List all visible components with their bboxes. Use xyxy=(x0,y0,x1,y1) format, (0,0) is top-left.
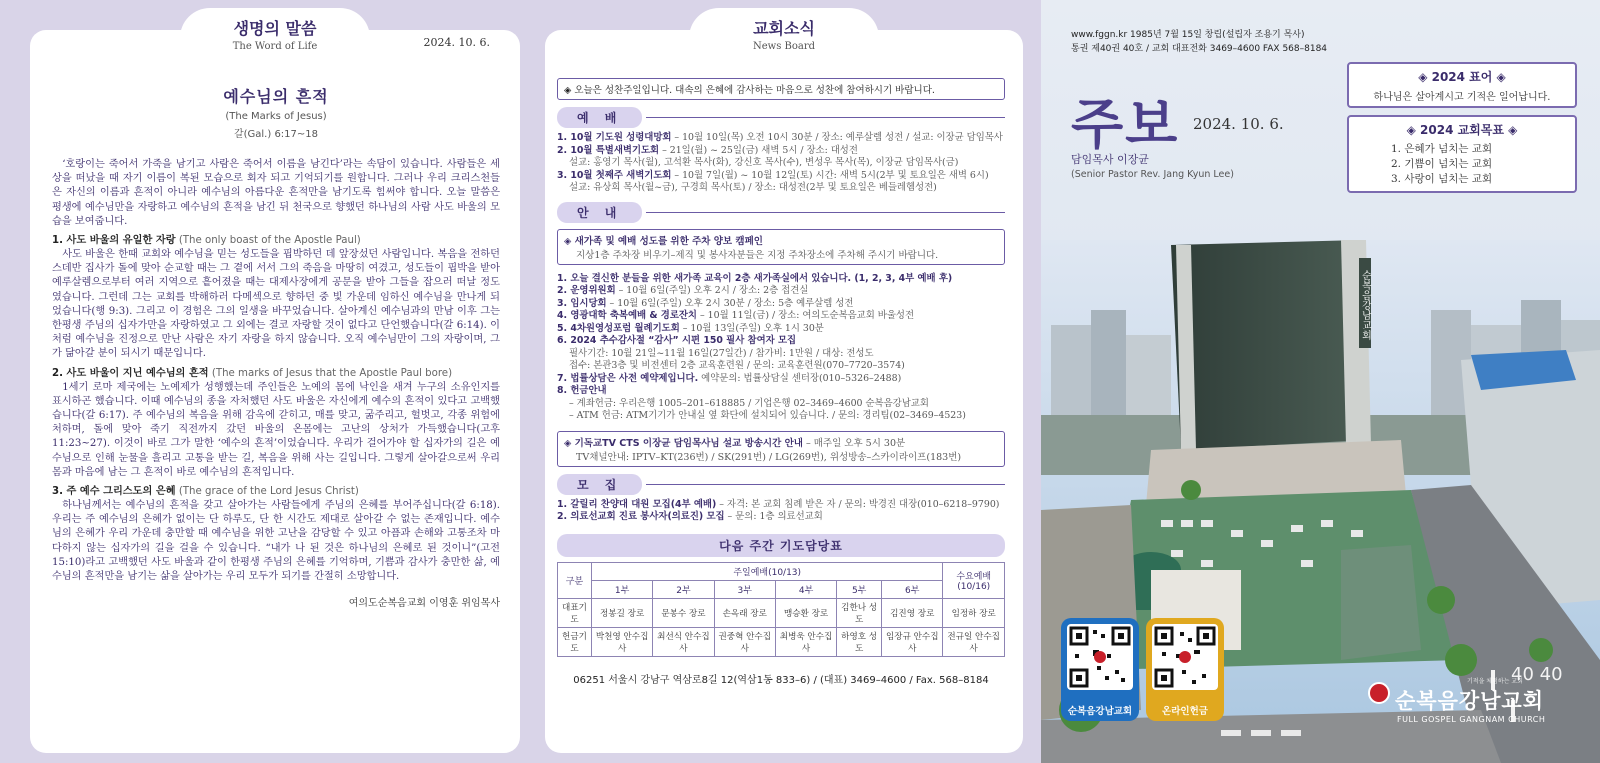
goal-item: 2. 기쁨이 넘치는 교회 xyxy=(1391,158,1493,170)
list-item-title: 7. 법률상담은 사전 예약제입니다. xyxy=(557,372,699,384)
cover-info xyxy=(1071,28,1327,56)
list-item-detail: – 10월 11일(금) / 장소: 여의도순복음교회 바울성전 xyxy=(697,310,914,321)
logo-name-en: FULL GOSPEL GANGNAM CHURCH xyxy=(1397,715,1546,724)
list-item-detail: – 21일(월) ~ 25일(금) 새벽 5시 / 장소: 대성전 xyxy=(659,144,858,156)
goals-heading: ◈ 2024 교회목표 ◈ xyxy=(1406,123,1518,137)
cover-date: 2024. 10. 6. xyxy=(1193,115,1284,133)
list-item: 설교: 홍영기 목사(월), 고석환 목사(화), 강신호 목사(수), 변성우 목사(목), 이장균 담임목사(금) xyxy=(569,157,959,168)
list-item xyxy=(557,170,1005,183)
sermon-tab xyxy=(180,8,370,66)
tv-broadcast-time: – 매주일 오후 5시 30분 xyxy=(802,437,906,449)
goal-item: 3. 사랑이 넘치는 교회 xyxy=(1391,173,1493,185)
qr-code-church[interactable] xyxy=(1067,624,1133,690)
prayer-schedule-title: 다음 주간 기도담당표 xyxy=(557,534,1005,557)
sermon-tab-title: 생명의 말씀 xyxy=(233,19,317,38)
sermon-section-title: 1. 사도 바울의 유일한 자랑 xyxy=(52,235,176,247)
pastor-name-en: (Senior Pastor Rev. Jang Kyun Lee) xyxy=(1071,169,1234,180)
table-cell: 권중혁 안수집사 xyxy=(714,627,775,656)
building-sign-text: 순복음강남교회 xyxy=(1359,270,1371,340)
list-item-detail: 예약문의: 법률상담실 센터장(010–5326–2488) xyxy=(698,372,902,384)
list-item xyxy=(557,373,1005,386)
table-cell: 정봉길 장로 xyxy=(591,598,652,627)
table-row xyxy=(558,627,1005,656)
worship-label: 예 배 xyxy=(557,107,642,128)
goals-box xyxy=(1347,115,1577,193)
table-corner: 구분 xyxy=(558,562,592,598)
list-item-title: 6. 2024 추수감사절 “감사” 시편 150 필사 참여자 모집 xyxy=(557,335,797,346)
table-cell: 최병욱 안수집사 xyxy=(775,627,836,656)
recruit-section-header xyxy=(557,474,1005,495)
sermon-section-title: 2. 사도 바울이 지닌 예수님의 흔적 xyxy=(52,367,209,379)
news-tab-subtitle: News Board xyxy=(752,41,816,52)
qr-code-offering[interactable] xyxy=(1152,624,1218,690)
sermon-section-text: 1세기 로마 제국에는 노예제가 성행했는데 주인들은 노예의 몸에 낙인을 새겨 누구의 소유인지를 표시하곤 했습니다. 이때 예수님의 종을 자처했던 사도 바울은 자신에게 예수의 흔적이 있다고 고백했습니다(갈 6:17). 주 예수님의 복음을 위해 감옥에 갇히고, 매를 맞고, 굶주리고, 헐벗고, 각종 위험에 처하며, 돌에 맞아 죽기 직전까지 갔던 바울의 온몸에는 고난의 상처가 가득했습니다(고후 11:23~27). 이것이 바로 그가 말한 ‘예수의 흔적’이었습니다. 우리가 걸어가야 할 십자가의 길은 예수님으로 인해 눈물을 흘리고 고통을 받는 길, 복음을 위해 사는 길입니다. 그렇게 살아갈으로써 우리 몸과 마음에 남는 그 흔적이 바로 예수님의 흔적입니다. xyxy=(52,381,500,478)
list-item xyxy=(557,335,1005,348)
list-item-title: 1. 10월 기도원 성령대망회 xyxy=(557,132,672,143)
list-item-title: 1. 갈릴리 찬양대 대원 모집(4부 예배) xyxy=(557,498,717,510)
sermon-date: 2024. 10. 6. xyxy=(423,36,490,49)
table-cell: 최선식 안수집사 xyxy=(653,627,714,656)
church-logo xyxy=(1367,676,1545,724)
sermon-section-title-en: (The marks of Jesus that the Apostle Paul bore) xyxy=(211,367,453,379)
table-cell: 김진영 장로 xyxy=(882,598,943,627)
sermon-author: 여의도순복음교회 이영훈 위임목사 xyxy=(348,598,500,610)
bulletin-cover xyxy=(1041,0,1600,763)
list-item-title: 8. 헌금안내 xyxy=(557,385,607,396)
qr-offering-card[interactable] xyxy=(1146,618,1224,721)
wednesday-header: 수요예배 (10/16) xyxy=(943,562,1005,598)
list-item-title: 4. 영광대학 축복예배 & 경로잔치 xyxy=(557,310,697,321)
news-tab xyxy=(689,8,879,66)
list-item: – ATM 헌금: ATM기기가 안내실 옆 화단에 설치되어 있습니다. / 문의: 경리팀(02–3469–4523) xyxy=(569,410,966,421)
sermon-section-heading xyxy=(52,234,500,248)
table-column-header: 2부 xyxy=(653,580,714,598)
list-item-title: 1. 오늘 결신한 분들을 위한 새가족 교육이 2층 새가족실에서 있습니다. (1, 2, 3, 4부 예배 후) xyxy=(557,272,953,284)
sermon-section-title-en: (The grace of the Lord Jesus Christ) xyxy=(178,486,359,498)
table-cell: 임정하 장로 xyxy=(943,598,1005,627)
sermon-section-title: 3. 주 예수 그리스도의 은혜 xyxy=(52,486,176,498)
list-item-title: 2. 운영위원회 xyxy=(557,285,616,296)
list-item xyxy=(557,323,1005,336)
list-item xyxy=(557,285,1005,298)
list-item-title: 2. 의료선교회 진료 봉사자(의료진) 모집 xyxy=(557,511,725,522)
cover-title: 주보 xyxy=(1071,93,1180,156)
table-cell: 하영호 성도 xyxy=(837,627,882,656)
goal-item: 1. 은혜가 넘치는 교회 xyxy=(1391,143,1493,155)
list-item xyxy=(557,132,1005,145)
tv-broadcast-box xyxy=(557,431,1005,467)
table-column-header: 5부 xyxy=(837,580,882,598)
parking-campaign-box xyxy=(557,229,1005,265)
news-panel xyxy=(545,19,1023,753)
tv-channel-text: TV채널안내: IPTV–KT(236번) / SK(291번) / LG(269번), 위성방송–스카이라이프(183번) xyxy=(576,451,962,463)
sunday-header: 주일예배(10/13) xyxy=(591,562,942,580)
list-item: 필사기간: 10월 21일~11월 16일(27일간) / 참가비: 1만원 / 대상: 전성도 xyxy=(569,347,874,359)
sermon-panel xyxy=(30,19,520,753)
sermon-section-text: 사도 바울은 한때 교회와 예수님을 믿는 성도들을 핍박하던 데 앞장섰던 사람입니다. 복음을 전하던 스데반 집사가 돌에 맞아 순교할 때는 그 곁에 서서 그의 죽음을 마땅히 여겼고, 성도들이 핍박을 받아 예루살렘으로부터 여러 지역으로 흩어졌을 때는 대제사장에게 공문을 받아 그들을 잡으러 떠날 정도였습니다. 그런데 그는 교회를 박해하러 다메섹으로 향하던 중 빛 가운데 임하신 예수님을 만나게 되었습니다(행 9:3). 그리고 이 경험은 그의 일생을 바꾸었습니다. 살아계신 예수님과의 만남 이후 그는 한평생 주님의 십자가만을 자랑하였고 그 외에는 결코 자랑할 것이 없다고 단언했습니다(갈 6:14). 이처럼 예수님을 진정으로 만난 사람은 자기 자랑을 하지 않습니다. 오직 예수님만이 그의 자랑이며, 그가 닮아갈 분이 되시기 때문입니다. xyxy=(52,249,500,360)
worship-list xyxy=(557,132,1005,195)
announce-label: 안 내 xyxy=(557,202,642,223)
list-item-title: 3. 임시당회 xyxy=(557,297,607,309)
parking-campaign-text: 지상1층 주차장 비우기–제직 및 봉사자분들은 지정 주차장소에 주차해 주시기 바랍니다. xyxy=(576,249,939,261)
logo-name: 순복음강남교회 xyxy=(1395,689,1545,713)
table-cell: 박천영 안수집사 xyxy=(591,627,652,656)
pastor-name: 담임목사 이장균 xyxy=(1071,153,1149,166)
list-item xyxy=(557,145,1005,158)
announce-section-header xyxy=(557,202,1005,223)
table-column-header: 6부 xyxy=(882,580,943,598)
cover-info-line1: www.fggn.kr 1985년 7월 15일 창립(설립자 조용기 목사) xyxy=(1071,30,1305,40)
list-item-detail: – 자격: 본 교회 침례 받은 자 / 문의: 박경진 대장(010–6218–9790) xyxy=(716,498,1000,510)
sermon-section-heading xyxy=(52,367,500,381)
list-item-detail: – 10월 13일(주일) 오후 1시 30분 xyxy=(679,322,824,334)
list-item: 접수: 본관3층 및 비전센터 2층 교육훈련원 / 문의: 교육훈련원(070–7720–3574) xyxy=(569,360,905,371)
cover-info-line2: 통권 제40권 40호 / 교회 대표전화 3469–4600 FAX 568–8184 xyxy=(1071,44,1328,54)
list-item-detail: – 10월 10일(목) 오전 10시 30분 / 장소: 예루살렘 성전 / 설교: 이장균 담임목사 xyxy=(671,132,1003,143)
worship-section-header xyxy=(557,107,1005,128)
list-item: – 계좌헌금: 우리은행 1005–201–618885 / 기업은행 02–3469–4600 순복음강남교회 xyxy=(569,397,929,409)
parking-campaign-title: ◈ 새가족 및 예배 성도를 위한 주차 양보 캠페인 xyxy=(564,235,763,247)
list-item-title: 3. 10월 첫째주 새벽기도회 xyxy=(557,169,672,181)
list-item-title: 2. 10월 특별새벽기도회 xyxy=(557,144,660,156)
list-item xyxy=(557,511,1005,524)
table-cell: 김한나 성도 xyxy=(837,598,882,627)
list-item xyxy=(557,298,1005,311)
list-item-detail: – 문의: 1층 의료선교회 xyxy=(724,511,823,522)
table-row-label: 헌금기도 xyxy=(558,627,592,656)
logo-tagline: 기적을 체험하는 교회 xyxy=(1467,678,1523,685)
announce-list xyxy=(557,273,1005,423)
recruit-list xyxy=(557,499,1005,524)
list-item-detail: – 10월 7일(월) ~ 10월 12일(토) 시간: 새벽 5시(2부 및 토요일은 새벽 6시) xyxy=(671,169,989,181)
top-notice: ◈ 오늘은 성찬주일입니다. 대속의 은혜에 감사하는 마음으로 성찬에 참여하시기 바랍니다. xyxy=(557,78,1005,100)
motto-text: 하나님은 살아계시고 기적은 일어납니다. xyxy=(1373,92,1551,103)
table-cell: 임장규 안수집사 xyxy=(882,627,943,656)
motto-heading: ◈ 2024 표어 ◈ xyxy=(1418,70,1506,84)
table-column-header: 1부 xyxy=(591,580,652,598)
news-tab-title: 교회소식 xyxy=(753,19,815,38)
list-item xyxy=(557,499,1005,512)
sermon-intro: ‘호랑이는 죽어서 가죽을 남기고 사람은 죽어서 이름을 남긴다’라는 속담이 있습니다. 사람들은 세상을 떠났을 때 자기 이름이 복된 모습으로 회자 되고 기억되기를 원합니다. 그러나 우리 크리스천들은 자신의 이름과 흔적이 아니라 예수님의 아름다운 흔적만을 남기도록 힘써야 합니다. 오늘 말씀은 평생에 예수님만을 자랑하고 예수님의 흔적을 남긴 뒤 천국으로 향했던 하나님의 사람 사도 바울의 모습을 보여줍니다. xyxy=(52,159,500,227)
table-cell: 맹승환 장로 xyxy=(775,598,836,627)
table-cell: 전규일 안수집사 xyxy=(943,627,1005,656)
sermon-title-en: (The Marks of Jesus) xyxy=(225,111,327,122)
list-item-title: 5. 4차원영성포럼 월례기도회 xyxy=(557,322,680,334)
recruit-label: 모 집 xyxy=(557,474,642,495)
qr-church-label: 순복음강남교회 xyxy=(1067,706,1133,717)
sermon-section-title-en: (The only boast of the Apostle Paul) xyxy=(178,235,361,247)
table-row xyxy=(558,598,1005,627)
road-marking: 40 40 xyxy=(1511,664,1563,685)
goals-list xyxy=(1349,142,1575,187)
cover-pastor xyxy=(1071,152,1234,182)
church-address: 06251 서울시 강남구 역삼로8길 12(역삼1동 833–6) / (대표) 3469–4600 / Fax. 568–8184 xyxy=(573,674,989,686)
table-cell: 손옥래 장로 xyxy=(714,598,775,627)
list-item xyxy=(557,310,1005,323)
list-item-detail: – 10월 6일(주일) 오후 2시 30분 / 장소: 5층 예루살렘 성전 xyxy=(606,297,854,309)
prayer-schedule-table xyxy=(557,562,1005,657)
sermon-section-heading xyxy=(52,485,500,499)
list-item: 설교: 유상희 목사(월~금), 구경희 목사(토) / 장소: 대성전(2부 및 토요일은 베들레헴성전) xyxy=(569,182,937,193)
list-item xyxy=(557,273,1005,286)
scripture-reference: 갈(Gal.) 6:17~18 xyxy=(233,129,319,140)
tv-broadcast-title: ◈ 기독교TV CTS 이장균 담임목사님 설교 방송시간 안내 xyxy=(564,437,803,449)
sermon-section-text: 하나님께서는 예수님의 흔적을 갖고 살아가는 사람들에게 주님의 은혜를 부어주십니다(갈 6:18). 우리는 주 예수님의 은혜가 없이는 단 하루도, 단 한 시간도 제대로 살아갈 수 없는 존재입니다. 예수님의 은혜가 우리 가운데 충만할 때 예수님을 위한 고난을 감당할 수 있고 아픔과 손해와 고통조차 마다하지 않는 십자가의 길을 걸을 수 있습니다. “내가 나 된 것은 하나님의 은혜로 된 것이니”(고전 15:10)라고 고백했던 사도 바울과 같이 한평생 주님의 은혜를 기억하며, 기쁨과 감사가 충만한 삶, 예수님의 흔적만을 남기는 삶을 살아가는 우리 모두가 되기를 간절히 소망합니다. xyxy=(52,500,500,583)
motto-box xyxy=(1347,62,1577,108)
qr-church-card[interactable] xyxy=(1061,618,1139,721)
table-cell: 문봉수 장로 xyxy=(653,598,714,627)
table-row-label: 대표기도 xyxy=(558,598,592,627)
list-item xyxy=(557,385,1005,398)
table-column-header: 4부 xyxy=(775,580,836,598)
sermon-title: 예수님의 흔적 xyxy=(223,87,329,106)
table-column-header: 3부 xyxy=(714,580,775,598)
list-item-detail: – 10월 6일(주일) 오후 2시 / 장소: 2층 접견실 xyxy=(615,285,809,296)
qr-offering-label: 온라인헌금 xyxy=(1162,706,1208,717)
sermon-tab-subtitle: The Word of Life xyxy=(232,41,318,52)
